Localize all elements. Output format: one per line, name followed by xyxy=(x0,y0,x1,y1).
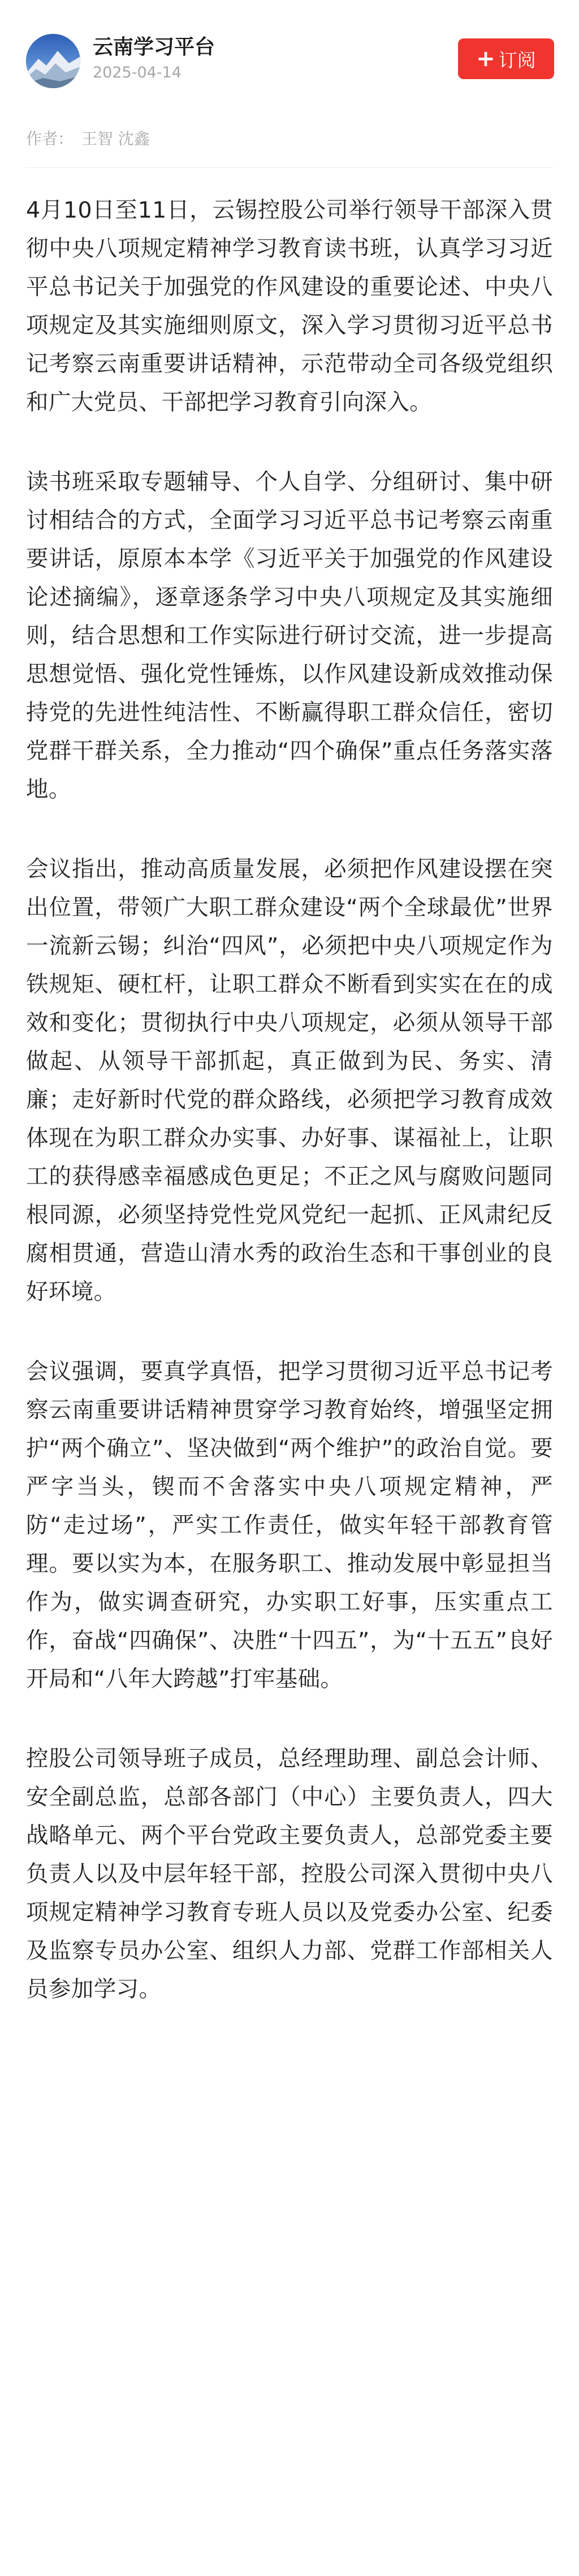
byline-label: 作者： xyxy=(26,129,74,148)
article-paragraph: 读书班采取专题辅导、个人自学、分组研讨、集中研讨相结合的方式，全面学习习近平总书记考察云南重要讲话，原原本本学《习近平关于加强党的作风建设论述摘编》，逐章逐条学习中央八项规定及其实施细则，结合思想和工作实际进行研讨交流，进一步提高思想觉悟、强化党性锤炼，以作风建设新成效推动保持党的先进性纯洁性、不断赢得职工群众信任，密切党群干群关系，全力推动“四个确保”重点任务落实落地。 xyxy=(26,469,553,803)
byline xyxy=(26,129,150,149)
article-paragraph: 控股公司领导班子成员，总经理助理、副总会计师、安全副总监，总部各部门（中心）主要负责人，四大战略单元、两个平台党政主要负责人，总部党委主要负责人以及中层年轻干部，控股公司深入贯彻中央八项规定精神学习教育专班人员以及党委办公室、纪委及监察专员办公室、组织人力部、党群工作部相关人员参加学习。 xyxy=(26,1746,553,2002)
divider xyxy=(26,167,553,168)
article-header xyxy=(0,0,579,85)
plus-icon: + xyxy=(476,46,495,72)
channel-name[interactable]: 云南学习平台 xyxy=(93,36,215,59)
article-body xyxy=(26,191,553,2050)
article-paragraph: 4月10日至11日，云锡控股公司举行领导干部深入贯彻中央八项规定精神学习教育读书班，认真学习习近平总书记关于加强党的作风建设的重要论述、中央八项规定及其实施细则原文，深入学习贯彻习近平总书记考察云南重要讲话精神，示范带动全司各级党组织和广大党员、干部把学习教育引向深入。 xyxy=(26,197,553,415)
mountain-logo-icon xyxy=(26,34,80,88)
subscribe-label: 订阅 xyxy=(498,49,536,71)
article-paragraph: 会议强调，要真学真悟，把学习贯彻习近平总书记考察云南重要讲话精神贯穿学习教育始终，增强坚定拥护“两个确立”、坚决做到“两个维护”的政治自觉。要严字当头，锲而不舍落实中央八项规定精神，严防“走过场”，严实工作责任，做实年轻干部教育管理。要以实为本，在服务职工、推动发展中彰显担当作为，做实调查研究，办实职工好事，压实重点工作，奋战“四确保”、决胜“十四五”，为“十五五”良好开局和“八年大跨越”打牢基础。 xyxy=(26,1359,553,1692)
author-names: 王智 沈鑫 xyxy=(81,129,150,148)
channel-avatar[interactable] xyxy=(26,34,80,88)
article-paragraph: 会议指出，推动高质量发展，必须把作风建设摆在突出位置，带领广大职工群众建设“两个全球最优”世界一流新云锡；纠治“四风”，必须把中央八项规定作为铁规矩、硬杠杆，让职工群众不断看到实实在在的成效和变化；贯彻执行中央八项规定，必须从领导干部做起、从领导干部抓起，真正做到为民、务实、清廉；走好新时代党的群众路线，必须把学习教育成效体现在为职工群众办实事、办好事、谋福祉上，让职工的获得感幸福感成色更足；不正之风与腐败问题同根同源，必须坚持党性党风党纪一起抓、正风肃纪反腐相贯通，营造山清水秀的政治生态和干事创业的良好环境。 xyxy=(26,856,553,1305)
publish-date: 2025-04-14 xyxy=(93,64,182,81)
subscribe-button[interactable] xyxy=(458,38,554,79)
